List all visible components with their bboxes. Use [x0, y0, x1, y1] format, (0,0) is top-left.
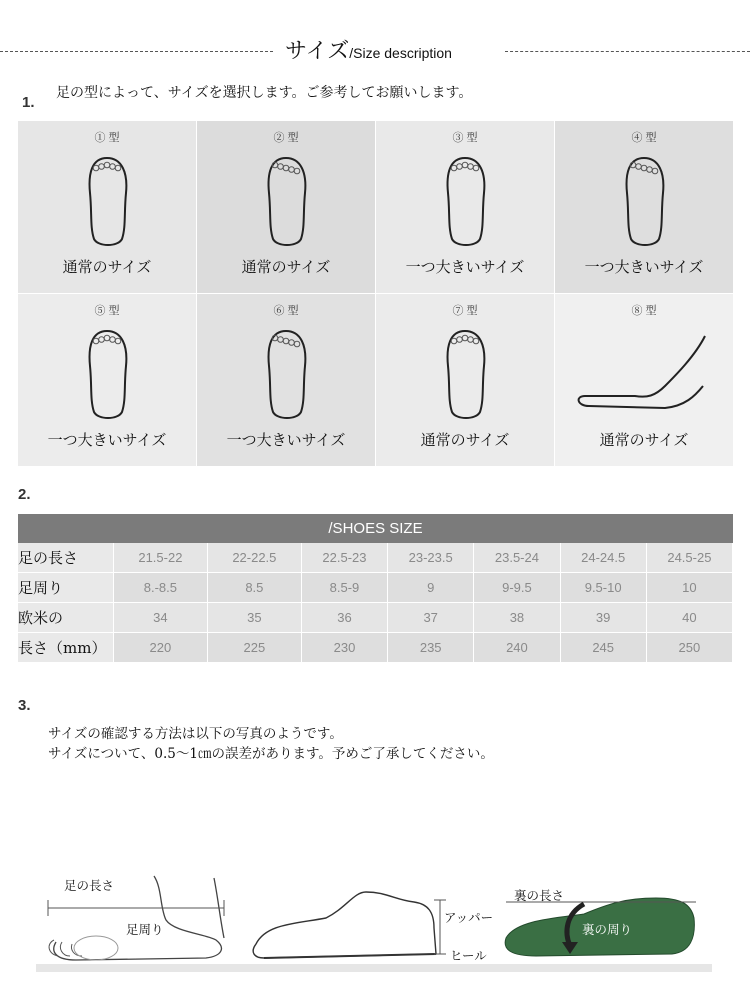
table-cell: 245	[561, 633, 647, 662]
table-cell: 10	[647, 573, 733, 602]
foot-type-caption: 通常のサイズ	[241, 258, 331, 276]
label-heel: ヒール	[450, 948, 487, 963]
intro-text: 足の型によって、サイズを選択します。ご参考してお願いします。	[56, 85, 473, 101]
foot-type-caption: 通常のサイズ	[599, 431, 689, 449]
table-cell: 250	[647, 633, 733, 662]
ground-strip	[36, 964, 712, 972]
foot-outline-icon	[18, 316, 196, 426]
foot-type-caption: 一つ大きいサイズ	[226, 431, 346, 449]
table-cell: 36	[302, 603, 388, 632]
table-cell: 240	[474, 633, 560, 662]
table-cell: 8.5-9	[302, 573, 388, 602]
table-cell: 8.-8.5	[114, 573, 208, 602]
foot-type-label: ② 型	[273, 132, 299, 144]
label-inner-length: 裏の長さ	[514, 888, 565, 903]
table-cell: 220	[114, 633, 208, 662]
foot-type-caption: 一つ大きいサイズ	[584, 258, 704, 276]
table-cell: 9-9.5	[474, 573, 560, 602]
size-table	[18, 514, 733, 663]
table-cell: 21.5-22	[114, 543, 208, 572]
header-rule-right	[505, 51, 750, 52]
foot-type-label: ⑧ 型	[631, 305, 657, 317]
row-header: 長さ（mm）	[18, 633, 114, 662]
table-cell: 24.5-25	[647, 543, 733, 572]
foot-type-grid	[18, 121, 733, 466]
table-cell: 22-22.5	[208, 543, 302, 572]
foot-type-card	[18, 121, 196, 293]
foot-outline-icon	[197, 316, 375, 426]
foot-type-card	[376, 294, 554, 466]
table-cell: 23-23.5	[388, 543, 474, 572]
table-cell: 35	[208, 603, 302, 632]
foot-type-caption: 一つ大きいサイズ	[405, 258, 525, 276]
table-cell: 225	[208, 633, 302, 662]
table-cell: 9.5-10	[561, 573, 647, 602]
section-number-2: 2.	[18, 486, 31, 503]
row-header: 足の長さ	[18, 543, 114, 572]
foot-type-caption: 通常のサイズ	[420, 431, 510, 449]
table-row	[18, 573, 733, 603]
table-cell: 23.5-24	[474, 543, 560, 572]
section-number-1: 1.	[22, 94, 35, 111]
foot-outline-icon	[376, 316, 554, 426]
shoe-outline	[253, 892, 436, 958]
foot-outline-icon	[18, 143, 196, 253]
row-header: 欧米の	[18, 603, 114, 632]
foot-type-caption: 一つ大きいサイズ	[47, 431, 167, 449]
foot-girth-ring	[74, 936, 118, 960]
note-line-1: サイズの確認する方法は以下の写真のようです。	[48, 726, 343, 742]
table-cell: 22.5-23	[302, 543, 388, 572]
foot-outline-icon	[555, 316, 733, 426]
foot-type-card	[376, 121, 554, 293]
label-inner-girth: 裏の周り	[582, 922, 633, 937]
label-foot-length: 足の長さ	[64, 878, 115, 893]
foot-type-label: ⑥ 型	[273, 305, 299, 317]
header-rule-left	[0, 51, 273, 52]
title-subtitle: /Size description	[349, 45, 452, 61]
table-cell: 37	[388, 603, 474, 632]
foot-outline-icon	[376, 143, 554, 253]
foot-type-label: ⑦ 型	[452, 305, 478, 317]
note-line-2: サイズについて、0.5～1㎝の誤差があります。予めご了承してください。	[48, 746, 494, 762]
table-row	[18, 633, 733, 663]
foot-type-card	[197, 294, 375, 466]
foot-type-label: ⑤ 型	[94, 305, 120, 317]
foot-outline-icon	[555, 143, 733, 253]
label-upper: アッパー	[444, 910, 494, 925]
foot-type-label: ① 型	[94, 132, 120, 144]
table-cell: 40	[647, 603, 733, 632]
table-cell: 38	[474, 603, 560, 632]
size-table-title: /SHOES SIZE	[18, 514, 733, 543]
foot-outline-icon	[197, 143, 375, 253]
foot-type-caption: 通常のサイズ	[62, 258, 152, 276]
page-title	[285, 34, 452, 65]
foot-type-card	[197, 121, 375, 293]
label-foot-girth: 足周り	[126, 922, 164, 937]
table-cell: 24-24.5	[561, 543, 647, 572]
foot-type-label: ④ 型	[631, 132, 657, 144]
table-cell: 9	[388, 573, 474, 602]
table-cell: 34	[114, 603, 208, 632]
title-main: サイズ	[285, 39, 350, 64]
table-cell: 235	[388, 633, 474, 662]
table-cell: 39	[561, 603, 647, 632]
table-row	[18, 603, 733, 633]
foot-type-label: ③ 型	[452, 132, 478, 144]
section-number-3: 3.	[18, 697, 31, 714]
table-cell: 8.5	[208, 573, 302, 602]
table-row	[18, 543, 733, 573]
row-header: 足周り	[18, 573, 114, 602]
table-cell: 230	[302, 633, 388, 662]
foot-type-card	[555, 121, 733, 293]
foot-type-card	[18, 294, 196, 466]
foot-type-card	[555, 294, 733, 466]
